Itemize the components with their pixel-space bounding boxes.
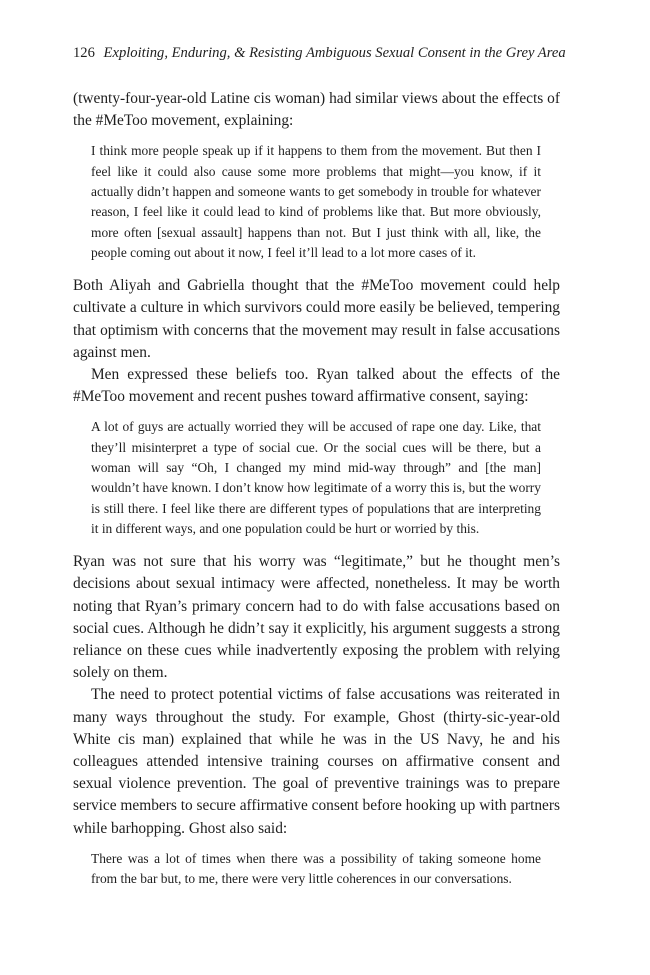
block-quote-1: I think more people speak up if it happens to them from the movement. But then I feel like it could also cause some more problems that might—you know, if it actually didn’t happen and someone wants to get somebody in trouble for whatever reason, I feel like it could lead to kind of problems like that. But more obviously, more often [sexual assault] happens than not. But I just think with all, like, the people coming out about it now, I feel it’ll lead to a lot more cases of it. xyxy=(91,143,541,260)
running-header xyxy=(73,44,573,62)
paragraph: Both Aliyah and Gabriella thought that the #MeToo movement could help cultivate a culture in which survivors could more easily be believed, tempering that optimism with concerns that the movement may result in false accusations against men. xyxy=(73,277,560,361)
paragraph: Ryan was not sure that his worry was “legitimate,” but he thought men’s decisions about sexual intimacy were affected, nonetheless. It may be worth noting that Ryan’s primary concern had to do with false accusations based on social cues. Although he didn’t say it explicitly, his argument suggests a strong reliance on these cues while inadvertently exposing the problem with relying solely on them. xyxy=(73,553,560,682)
body-text xyxy=(73,88,560,889)
block-quote-3: There was a lot of times when there was a possibility of taking someone home from the bar but, to me, there were very little coherences in our conversations. xyxy=(91,850,541,887)
running-title: Exploiting, Enduring, & Resisting Ambiguous Sexual Consent in the Grey Area xyxy=(103,45,566,61)
paragraph-continued: (twenty-four-year-old Latine cis woman) had similar views about the effects of the #MeToo movement, explaining: xyxy=(73,90,560,130)
paragraph: Men expressed these beliefs too. Ryan talked about the effects of the #MeToo movement and recent pushes toward affirmative consent, saying: xyxy=(73,366,560,406)
block-quote-2: A lot of guys are actually worried they will be accused of rape one day. Like, that they’ll misinterpret a type of social cue. Or the social cues will be there, but a woman will say “Oh, I changed my mind mid-way through” and [the man] wouldn’t have known. I don’t know how legitimate of a worry this is, but the worry is still there. I feel like there are different types of populations that are interpreting it in different ways, and one population could be hurt or worried by this. xyxy=(91,419,541,536)
page-number: 126 xyxy=(73,45,95,61)
paragraph: The need to protect potential victims of false accusations was reiterated in many ways throughout the study. For example, Ghost (thirty-sic-year-old White cis man) explained that while he was in the US Navy, he and his colleagues attended intensive training courses on affirmative consent and sexual violence prevention. The goal of preventive trainings was to prepare service members to secure affirmative consent before hooking up with partners while barhopping. Ghost also said: xyxy=(73,686,560,837)
